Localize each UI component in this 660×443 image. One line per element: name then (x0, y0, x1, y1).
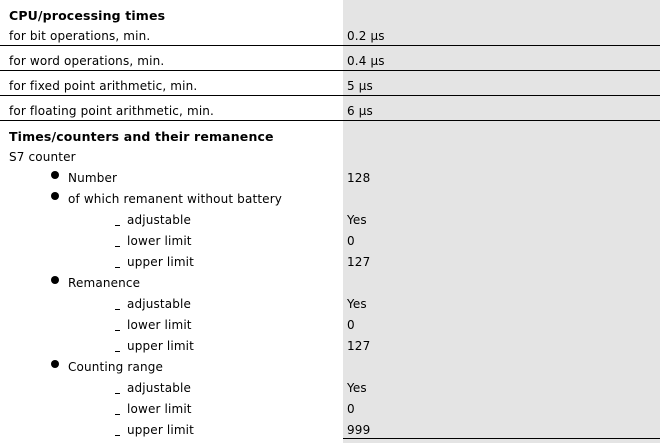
dash-icon (115, 435, 120, 436)
subitem-label: adjustable (127, 213, 192, 227)
subitem-value: Yes (347, 297, 367, 311)
row-value: 6 μs (347, 104, 373, 118)
bottom-divider (343, 438, 660, 439)
subitem-value: Yes (347, 381, 367, 395)
item-label: Counting range (68, 360, 164, 374)
value-column-background (343, 0, 660, 443)
subitem-value: 127 (347, 255, 371, 269)
subitem-label: lower limit (127, 234, 192, 248)
row-divider (0, 95, 660, 96)
subitem-label: adjustable (127, 381, 192, 395)
subitem-label: adjustable (127, 297, 192, 311)
row-label: for floating point arithmetic, min. (9, 104, 215, 118)
section-heading-label: Times/counters and their remanence (9, 129, 274, 144)
subitem-label: lower limit (127, 318, 192, 332)
subitem-value: 0 (347, 318, 355, 332)
item-value: 128 (347, 171, 371, 185)
bullet-icon (51, 171, 59, 179)
section-divider (0, 120, 660, 121)
dash-icon (115, 393, 120, 394)
section-heading-label: CPU/processing times (9, 8, 166, 23)
subitem-value: 0 (347, 234, 355, 248)
subitem-value: 127 (347, 339, 371, 353)
dash-icon (115, 414, 120, 415)
subitem-label: upper limit (127, 339, 195, 353)
item-label: Remanence (68, 276, 141, 290)
row-value: 0.2 μs (347, 29, 385, 43)
group-label: S7 counter (9, 150, 76, 164)
bullet-icon (51, 276, 59, 284)
subitem-label: upper limit (127, 255, 195, 269)
row-label: for fixed point arithmetic, min. (9, 79, 198, 93)
dash-icon (115, 246, 120, 247)
dash-icon (115, 225, 120, 226)
subitem-label: lower limit (127, 402, 192, 416)
dash-icon (115, 267, 120, 268)
subitem-value: Yes (347, 213, 367, 227)
subitem-label: upper limit (127, 423, 195, 437)
dash-icon (115, 330, 120, 331)
row-divider (0, 70, 660, 71)
subitem-value: 0 (347, 402, 355, 416)
item-label: of which remanent without battery (68, 192, 283, 206)
row-label: for word operations, min. (9, 54, 165, 68)
subitem-value: 999 (347, 423, 371, 437)
row-value: 0.4 μs (347, 54, 385, 68)
bullet-icon (51, 360, 59, 368)
item-label: Number (68, 171, 118, 185)
dash-icon (115, 351, 120, 352)
row-value: 5 μs (347, 79, 373, 93)
bullet-icon (51, 192, 59, 200)
dash-icon (115, 309, 120, 310)
row-divider (0, 45, 660, 46)
row-label: for bit operations, min. (9, 29, 151, 43)
